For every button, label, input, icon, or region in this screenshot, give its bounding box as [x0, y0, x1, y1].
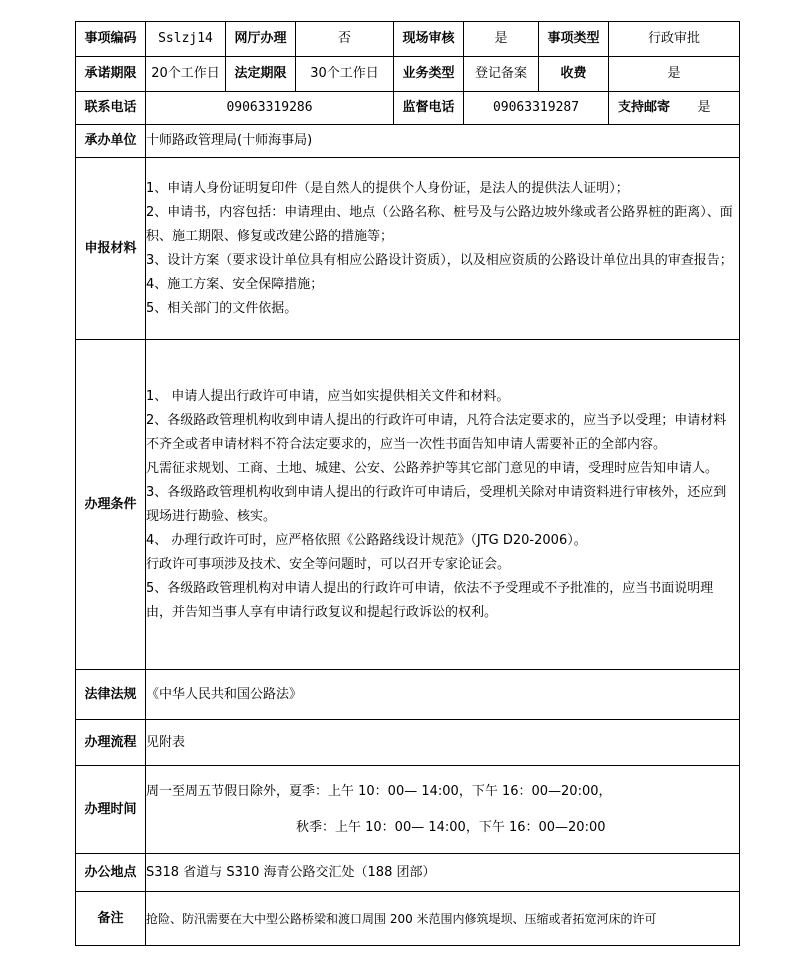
business-type-value: 登记备案: [464, 57, 539, 92]
row-address: [76, 854, 740, 892]
mail-support-label: 支持邮寄: [617, 100, 670, 115]
laws-value: 《中华人民共和国公路法》: [146, 670, 740, 720]
row-materials: [76, 158, 740, 340]
conditions-label: 办理条件: [76, 340, 146, 670]
remark-label: 备注: [76, 892, 146, 946]
conditions-item: 凡需征求规划、工商、土地、城建、公安、公路养护等其它部门意见的申请，受理时应告知申请人。: [146, 460, 719, 476]
contact-phone-label: 联系电话: [76, 92, 146, 125]
onsite-review-label: 现场审核: [394, 22, 464, 57]
service-info-table: [75, 21, 740, 946]
supervision-phone-label: 监督电话: [394, 92, 464, 125]
item-type-label: 事项类型: [539, 22, 609, 57]
fee-label: 收费: [539, 57, 609, 92]
materials-item: 5、相关部门的文件依据。: [146, 300, 298, 316]
row-process: [76, 720, 740, 766]
conditions-item: 4、 办理行政许可时，应严格依照《公路路线设计规范》（JTG D20-2006）。: [146, 532, 587, 548]
conditions-item: 1、 申请人提出行政许可申请，应当如实提供相关文件和材料。: [146, 388, 510, 404]
remark-value: 抢险、防汛需要在大中型公路桥梁和渡口周围 200 米范围内修筑堤坝、压缩或者拓宽河床的许可: [146, 892, 740, 946]
legal-period-label: 法定期限: [226, 57, 296, 92]
hours-content: [146, 766, 740, 854]
row-laws: [76, 670, 740, 720]
address-label: 办公地点: [76, 854, 146, 892]
materials-item: 4、施工方案、安全保障措施；: [146, 276, 324, 292]
address-value: S318 省道与 S310 海青公路交汇处（188 团部）: [146, 854, 740, 892]
hours-label: 办理时间: [76, 766, 146, 854]
materials-label: 申报材料: [76, 158, 146, 340]
contact-phone-value: 09063319286: [146, 92, 394, 125]
conditions-item: 行政许可事项涉及技术、安全等问题时，可以召开专家论证会。: [146, 556, 511, 572]
legal-period-value: 30个工作日: [296, 57, 394, 92]
hours-autumn: 秋季：上午 10：00— 14:00，下午 16：00—20:00: [296, 819, 606, 835]
promise-period-value: 20个工作日: [146, 57, 226, 92]
row-hours: [76, 766, 740, 854]
conditions-item: 5、各级路政管理机构对申请人提出的行政许可申请，依法不予受理或不予批准的，应当书面说明理由，并告知当事人享有申请行政复议和提起行政诉讼的权利。: [146, 580, 714, 620]
conditions-item: 2、各级路政管理机构收到申请人提出的行政许可申请，凡符合法定要求的，应当予以受理；申请材料不齐全或者申请材料不符合法定要求的，应当一次性书面告知申请人需要补正的全部内容。: [146, 412, 727, 452]
conditions-item: 3、各级路政管理机构收到申请人提出的行政许可申请后，受理机关除对申请资料进行审核外，还应到现场进行勘验、核实。: [146, 484, 727, 524]
business-type-label: 业务类型: [394, 57, 464, 92]
handling-unit-label: 承办单位: [76, 125, 146, 158]
row-office: [76, 125, 740, 158]
row-contact: [76, 92, 740, 125]
promise-period-label: 承诺期限: [76, 57, 146, 92]
row-remark: [76, 892, 740, 946]
item-code-label: 事项编码: [76, 22, 146, 57]
onsite-review-value: 是: [464, 22, 539, 57]
online-handling-label: 网厅办理: [226, 22, 296, 57]
online-handling-value: 否: [296, 22, 394, 57]
materials-content: [146, 158, 740, 340]
supervision-phone-value: 09063319287: [464, 92, 609, 125]
materials-item: 3、设计方案（要求设计单位具有相应公路设计资质），以及相应资质的公路设计单位出具的审查报告；: [146, 252, 733, 268]
process-label: 办理流程: [76, 720, 146, 766]
mail-support-cell: [609, 92, 740, 125]
materials-item: 1、申请人身份证明复印件（是自然人的提供个人身份证，是法人的提供法人证明）；: [146, 180, 629, 196]
mail-support-value: 是: [697, 100, 711, 115]
handling-unit-value: 十师路政管理局(十师海事局): [146, 125, 740, 158]
conditions-content: [146, 340, 740, 670]
materials-item: 2、申请书，内容包括：申请理由、地点（公路名称、桩号及与公路边坡外缘或者公路界桩的距离）、面积、施工期限、修复或改建公路的措施等；: [146, 204, 733, 244]
fee-value: 是: [609, 57, 740, 92]
row-deadlines: [76, 57, 740, 92]
item-type-value: 行政审批: [609, 22, 740, 57]
item-code-value: Sslzj14: [146, 22, 226, 57]
row-basic-info: [76, 22, 740, 57]
process-value: 见附表: [146, 720, 740, 766]
row-conditions: [76, 340, 740, 670]
hours-summer: 周一至周五节假日除外，夏季：上午 10：00— 14:00，下午 16：00—20:00，: [146, 783, 612, 799]
laws-label: 法律法规: [76, 670, 146, 720]
